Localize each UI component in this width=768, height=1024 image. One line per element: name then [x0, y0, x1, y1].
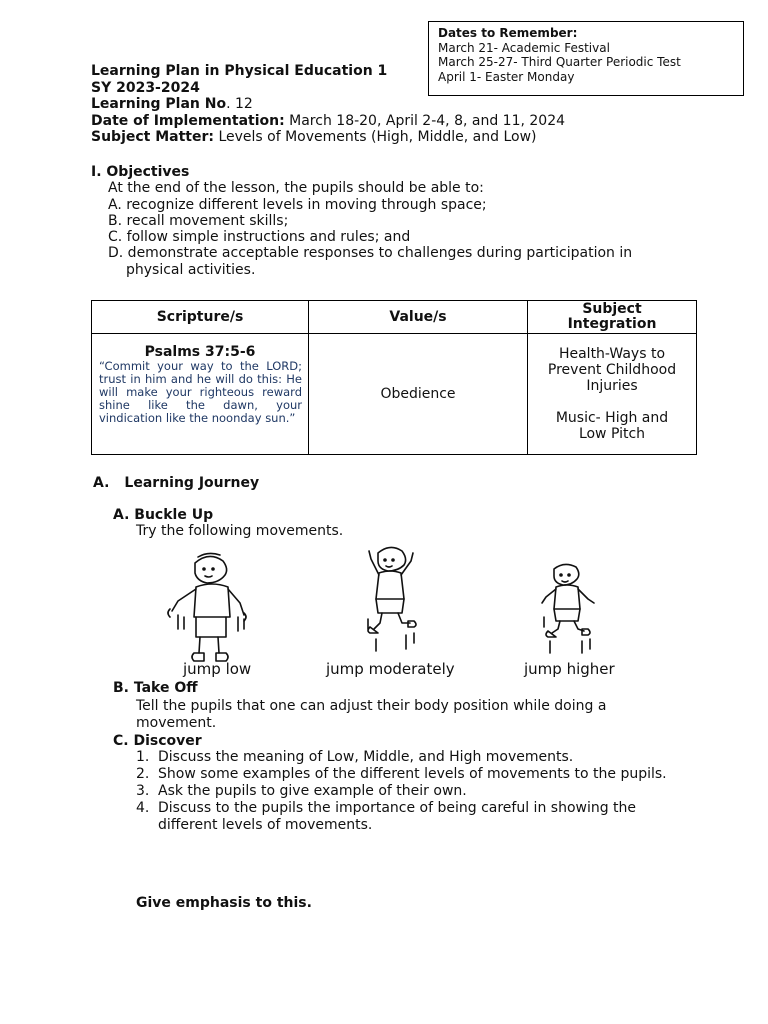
- scripture-cell: [92, 334, 309, 455]
- table-header-value: Value/s: [309, 301, 528, 334]
- list-item: 1. Discuss the meaning of Low, Middle, and High movements.: [136, 749, 574, 765]
- child-jump-higher-figure: [542, 564, 594, 653]
- objectives-heading: I. Objectives: [91, 164, 190, 180]
- scripture-reference: Psalms 37:5-6: [144, 344, 256, 360]
- child-jump-moderately-figure: [368, 547, 416, 651]
- scripture-text: “Commit your way to the LORD; trust in him and he will do this: He will make your righteous reward shine like the dawn, your vindication like the noonday sun.”: [99, 359, 302, 425]
- child-jump-low-figure: [168, 553, 246, 661]
- document-header: [91, 63, 565, 146]
- emphasis-note: Give emphasis to this.: [136, 895, 312, 911]
- caption-jump-low: jump low: [183, 660, 252, 678]
- learning-journey-heading: A. Learning Journey: [93, 475, 260, 491]
- subject-health: Health-Ways to Prevent Childhood Injuries: [547, 346, 677, 394]
- dates-title: Dates to Remember:: [438, 26, 578, 40]
- list-item: 3. Ask the pupils to give example of their own.: [136, 783, 467, 799]
- date-item: April 1- Easter Monday: [438, 69, 575, 84]
- take-off-heading: B. Take Off: [113, 680, 198, 696]
- scripture-value-table: [91, 300, 697, 455]
- discover-heading: C. Discover: [113, 733, 202, 749]
- date-item: March 25-27- Third Quarter Periodic Test: [438, 55, 681, 69]
- implementation-date: Date of Implementation: March 18-20, April 2-4, 8, and 11, 2024: [91, 112, 566, 129]
- caption-jump-higher: jump higher: [524, 660, 615, 678]
- plan-number: Learning Plan No. 12: [91, 96, 253, 112]
- value-cell: Obedience: [309, 334, 528, 455]
- discover-list: [136, 749, 696, 834]
- objective-item: D. demonstrate acceptable responses to challenges during participation in: [108, 245, 633, 262]
- caption-jump-moderately: jump moderately: [326, 660, 455, 678]
- subject-integration-cell: [528, 334, 697, 455]
- school-year: SY 2023-2024: [91, 79, 200, 96]
- objective-item: A. recognize different levels in moving through space;: [108, 196, 487, 213]
- jumping-children-illustration: [120, 545, 650, 680]
- date-item: March 21- Academic Festival: [438, 40, 610, 55]
- objective-item-continuation: physical activities.: [126, 261, 256, 278]
- table-header-scripture: Scripture/s: [92, 301, 309, 334]
- take-off-text: Tell the pupils that one can adjust their body position while doing a movement.: [136, 698, 607, 731]
- objective-item: C. follow simple instructions and rules; and: [108, 229, 411, 246]
- list-item: 2. Show some examples of the different levels of movements to the pupils.: [136, 766, 667, 782]
- table-header-subject-integration: Subject Integration: [528, 301, 697, 334]
- plan-title: Learning Plan in Physical Education 1: [91, 63, 388, 79]
- buckle-up-text: Try the following movements.: [136, 523, 344, 539]
- buckle-up-heading: A. Buckle Up: [113, 507, 214, 523]
- subject-music: Music- High and Low Pitch: [555, 410, 669, 442]
- objectives-section: [91, 164, 691, 278]
- objective-item: B. recall movement skills;: [108, 212, 289, 229]
- objectives-intro: At the end of the lesson, the pupils should be able to:: [108, 180, 484, 197]
- subject-matter: Subject Matter: Levels of Movements (High, Middle, and Low): [91, 129, 537, 145]
- list-item: 4. Discuss to the pupils the importance of being careful in showing the different levels of movements.: [136, 800, 637, 833]
